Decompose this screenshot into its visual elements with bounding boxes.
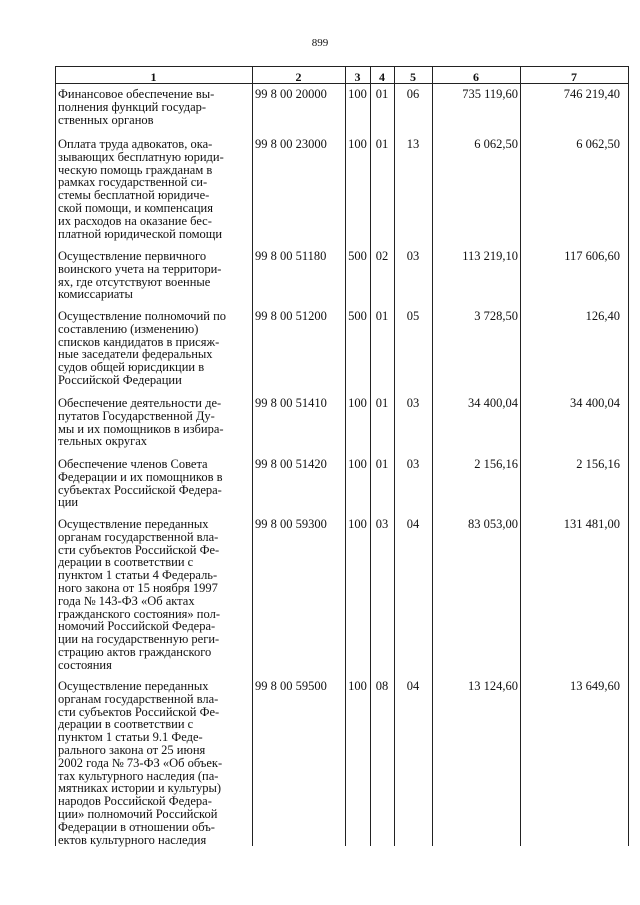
row-code: 99 8 00 23000 <box>255 137 327 151</box>
row-col3: 100 <box>348 87 367 101</box>
row-name: Осуществление переданных органам государственной вла- сти субъектов Российской Фе- дерации в соответствии с пунктом 1 статьи 9.1 Феде- рального закона от 25 июня 2002 года № 73-ФЗ «Об объек- тах культурного наследия (па- мятниках истории и культуры) народов Российской Федера- ции» полномочий Российской Федерации в отношении объ- ектов культурного наследия <box>58 679 223 847</box>
row-name: Осуществление переданных органам государственной вла- сти субъектов Российской Фе- дерации в соответствии с пунктом 1 статьи 4 Федераль- ного закона от 15 ноября 1997 года № 143-ФЗ «Об актах гражданского состояния» пол- номочий Российской Федера- ции на государственную реги- страцию актов гражданского состояния <box>58 517 220 672</box>
row-col4: 01 <box>375 309 389 323</box>
row-code: 99 8 00 59300 <box>255 517 327 531</box>
row-value-col6: 3 728,50 <box>474 309 518 323</box>
row-col4: 08 <box>375 679 389 693</box>
row-col5: 04 <box>406 679 420 693</box>
row-code: 99 8 00 59500 <box>255 679 327 693</box>
row-col4: 01 <box>375 457 389 471</box>
row-value-col6: 735 119,60 <box>462 87 518 101</box>
row-col5: 06 <box>406 87 420 101</box>
row-value-col6: 113 219,10 <box>462 249 518 263</box>
row-name: Осуществление первичного воинского учета на территори- ях, где отсутствуют военные комиссариаты <box>58 249 222 302</box>
row-value-col7: 117 606,60 <box>564 249 620 263</box>
row-value-col6: 6 062,50 <box>474 137 518 151</box>
header-cell: 2 <box>295 70 302 84</box>
row-value-col6: 13 124,60 <box>468 679 518 693</box>
col-border-3 <box>370 66 371 846</box>
row-col4: 01 <box>375 87 389 101</box>
row-col4: 01 <box>375 396 389 410</box>
col-border-2 <box>345 66 346 846</box>
row-code: 99 8 00 51180 <box>255 249 327 263</box>
row-col4: 01 <box>375 137 389 151</box>
row-col3: 100 <box>348 679 367 693</box>
header-cell: 6 <box>473 70 479 84</box>
row-col3: 100 <box>348 396 367 410</box>
col-border-6 <box>520 66 521 846</box>
col-border-7 <box>628 66 629 846</box>
header-cell: 7 <box>571 70 577 84</box>
row-name: Оплата труда адвокатов, ока- зывающих бесплатную юриди- ческую помощь гражданам в рамках государственной си- стемы бесплатной юридиче- ской помощи, и компенсация их расходов на оказание бес- платной юридической помощи <box>58 137 224 241</box>
row-value-col7: 126,40 <box>585 309 620 323</box>
row-code: 99 8 00 20000 <box>255 87 327 101</box>
row-value-col7: 131 481,00 <box>563 517 620 531</box>
header-cell: 1 <box>150 70 157 84</box>
col-border-0 <box>55 66 56 846</box>
row-col3: 100 <box>348 137 367 151</box>
row-code: 99 8 00 51200 <box>255 309 327 323</box>
col-border-5 <box>432 66 433 846</box>
row-value-col7: 2 156,16 <box>576 457 620 471</box>
row-value-col7: 13 649,60 <box>570 679 620 693</box>
row-value-col7: 6 062,50 <box>576 137 620 151</box>
row-name: Обеспечение членов Совета Федерации и их помощников в субъектах Российской Федера- ции <box>58 457 223 510</box>
row-value-col6: 2 156,16 <box>474 457 518 471</box>
row-col3: 100 <box>348 517 367 531</box>
row-code: 99 8 00 51420 <box>255 457 327 471</box>
row-value-col7: 34 400,04 <box>570 396 620 410</box>
row-col5: 05 <box>406 309 420 323</box>
row-col5: 04 <box>406 517 420 531</box>
row-col5: 03 <box>406 457 420 471</box>
row-value-col6: 83 053,00 <box>468 517 518 531</box>
row-value-col7: 746 219,40 <box>563 87 620 101</box>
page-number: 899 <box>311 37 329 49</box>
row-name: Финансовое обеспечение вы- полнения функций государ- ственных органов <box>58 87 215 127</box>
row-col3: 500 <box>348 309 367 323</box>
row-col5: 13 <box>406 137 420 151</box>
row-value-col6: 34 400,04 <box>468 396 518 410</box>
row-name: Обеспечение деятельности де- путатов Государственной Ду- мы и их помощников в избира- тельных округах <box>58 396 224 449</box>
row-col5: 03 <box>406 396 420 410</box>
row-code: 99 8 00 51410 <box>255 396 327 410</box>
header-cell: 3 <box>354 70 361 84</box>
row-col5: 03 <box>406 249 420 263</box>
row-name: Осуществление полномочий по составлению (изменению) списков кандидатов в присяж- ные заседатели федеральных судов общей юрисдикции в Российской Федерации <box>58 309 227 387</box>
row-col4: 03 <box>375 517 389 531</box>
row-col3: 100 <box>348 457 367 471</box>
header-cell: 5 <box>410 70 416 84</box>
table-top-border <box>55 66 628 67</box>
row-col3: 500 <box>348 249 367 263</box>
col-border-4 <box>394 66 395 846</box>
row-col4: 02 <box>375 249 389 263</box>
header-cell: 4 <box>379 70 385 84</box>
